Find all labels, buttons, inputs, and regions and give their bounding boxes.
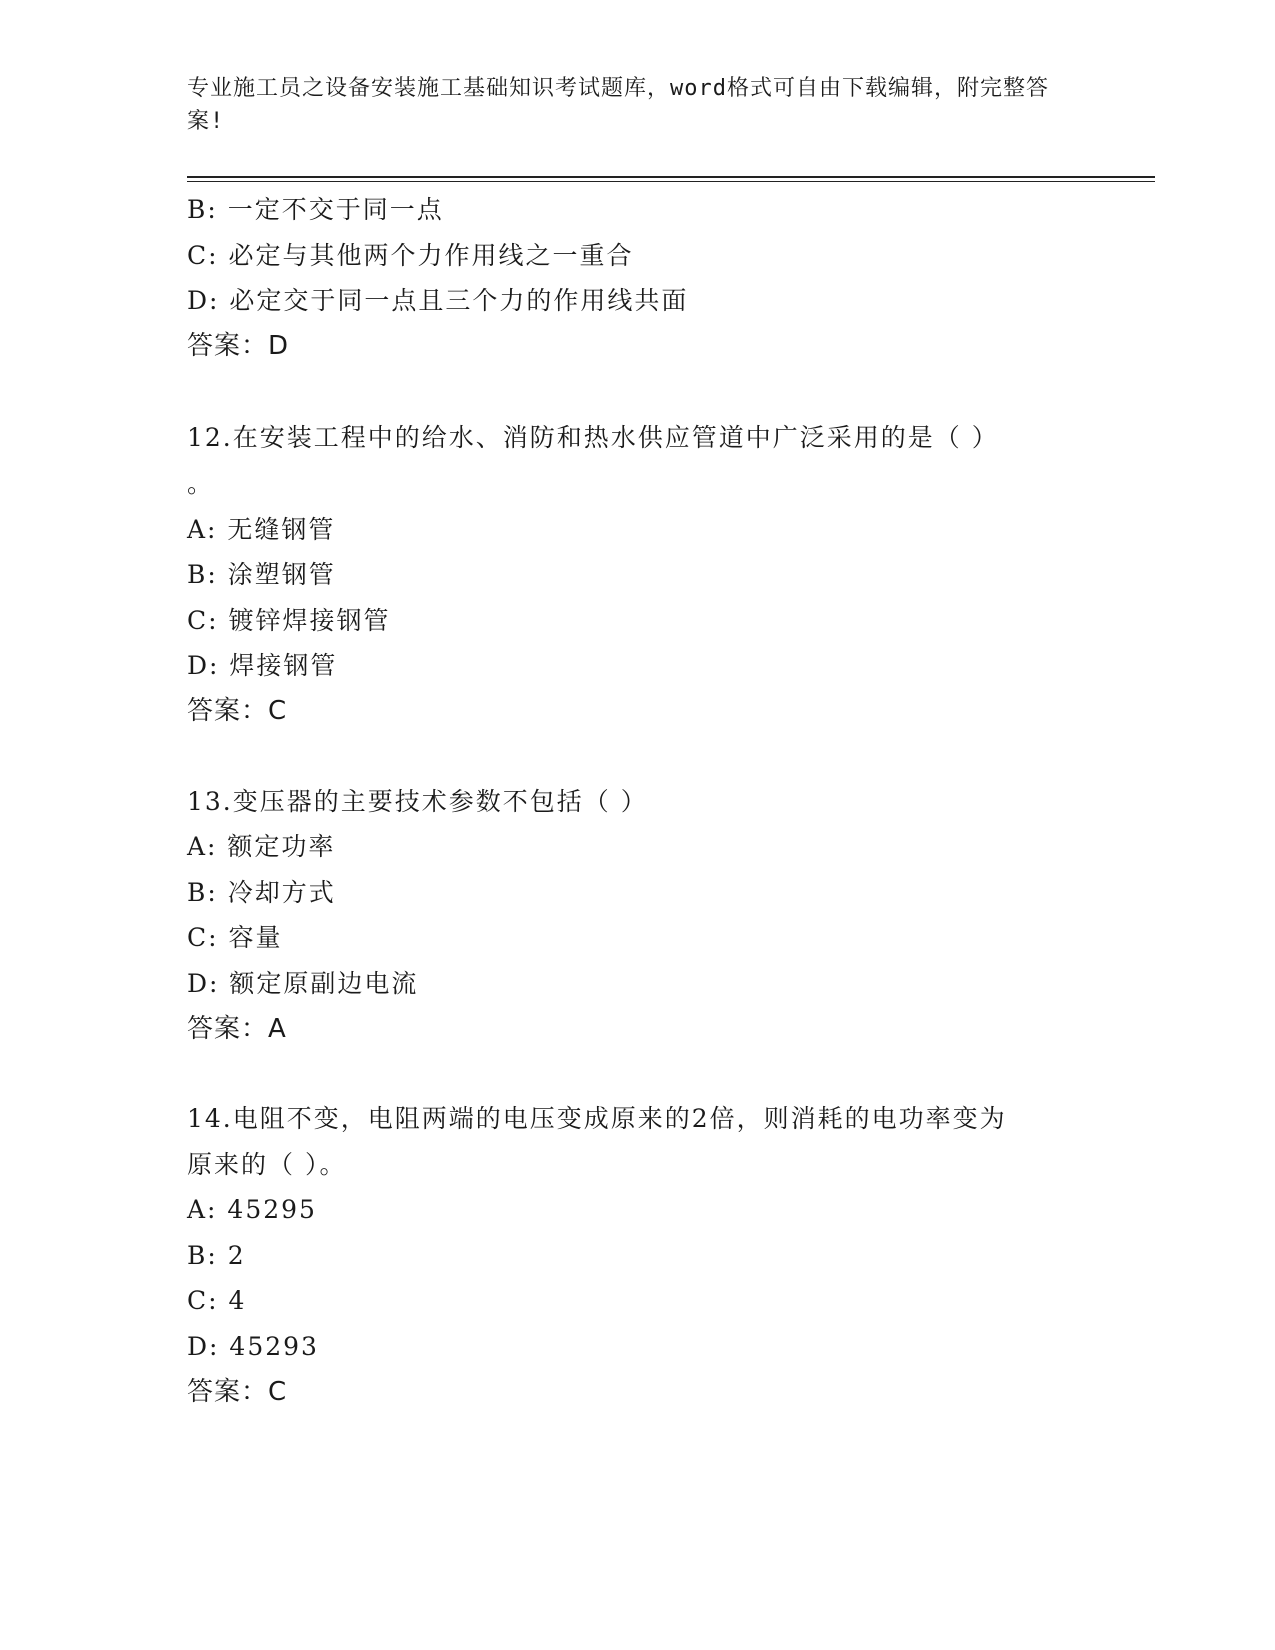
question-stem: 12.在安装工程中的给水、消防和热水供应管道中广泛采用的是（ ） [187, 423, 999, 453]
option-b: B: 一定不交于同一点 [187, 195, 444, 224]
answer-line: 答案：C [187, 1376, 288, 1407]
answer-line: 答案：C [187, 695, 288, 726]
question-11-tail [187, 187, 1067, 369]
question-12 [187, 415, 1067, 734]
option-a: A: 无缝钢管 [187, 514, 336, 544]
header-rule-thin [187, 181, 1155, 182]
question-stem: 13.变压器的主要技术参数不包括（ ） [187, 786, 648, 816]
answer-line: 答案：A [187, 1013, 287, 1044]
option-a: A: 额定功率 [187, 832, 336, 862]
question-stem-continued: 。 [187, 468, 215, 498]
option-b: B: 2 [187, 1240, 246, 1270]
option-c: C: 镀锌焊接钢管 [187, 605, 391, 635]
question-14 [187, 1096, 1067, 1415]
question-stem: 14.电阻不变，电阻两端的电压变成原来的2倍，则消耗的电功率变为 [187, 1104, 1007, 1134]
option-d: D: 焊接钢管 [187, 651, 338, 681]
document-header: 专业施工员之设备安装施工基础知识考试题库，word格式可自由下载编辑，附完整答案! [187, 76, 1049, 134]
option-c: C: 容量 [187, 923, 283, 953]
option-c: C: 必定与其他两个力作用线之一重合 [187, 240, 634, 270]
option-b: B: 涂塑钢管 [187, 560, 336, 590]
option-c: C: 4 [187, 1286, 247, 1316]
question-stem-continued: 原来的（ ）。 [187, 1149, 347, 1179]
answer-line: 答案：D [187, 330, 290, 361]
question-list [187, 187, 1067, 1415]
option-d: D: 45293 [187, 1332, 319, 1362]
option-d: D: 额定原副边电流 [187, 968, 419, 998]
header-rule-thick [187, 176, 1155, 178]
option-d: D: 必定交于同一点且三个力的作用线共面 [187, 286, 689, 316]
option-b: B: 冷却方式 [187, 877, 336, 907]
question-13 [187, 779, 1067, 1053]
option-a: A: 45295 [187, 1195, 317, 1225]
